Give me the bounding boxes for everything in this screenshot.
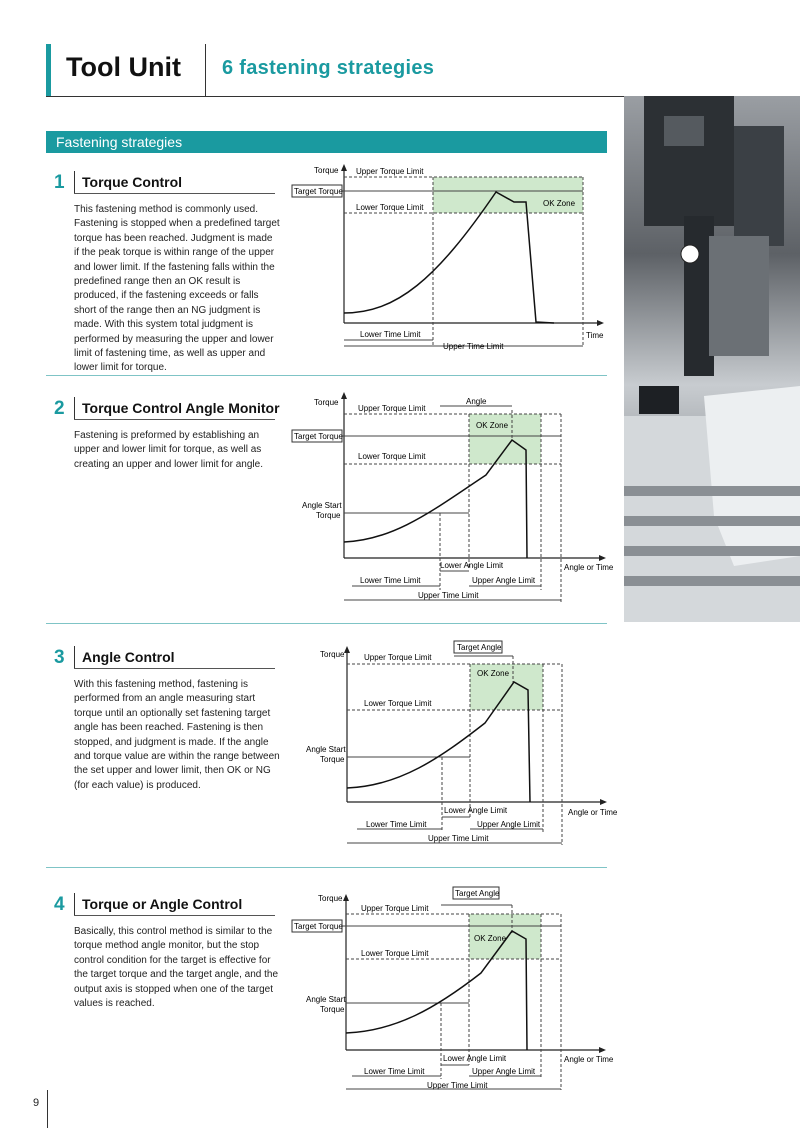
angle-start-torque-label: Angle Start bbox=[306, 745, 346, 754]
upper-torque-limit-label: Upper Torque Limit bbox=[358, 404, 426, 413]
lower-torque-limit-label: Lower Torque Limit bbox=[356, 203, 424, 212]
upper-time-limit-label: Upper Time Limit bbox=[443, 342, 504, 351]
lower-angle-limit-label: Lower Angle Limit bbox=[444, 806, 508, 815]
upper-angle-limit-label: Upper Angle Limit bbox=[472, 576, 536, 585]
page-number-rule bbox=[47, 1090, 48, 1128]
page-subtitle: 6 fastening strategies bbox=[222, 57, 435, 79]
section-title: Torque Control Angle Monitor bbox=[74, 397, 280, 419]
section-body: With this fastening method, fastening is performed from an angle measuring start torque until an optionally set fastening target angle has been reached. Fastening is then stopped, and judgment is made. If the angle and torque value are within the range between the set upper and lower limit, then OK or NG (for each value) is produced. bbox=[74, 679, 280, 791]
axis-angle-or-time-label: Angle or Time bbox=[568, 808, 618, 817]
section-number: 3 bbox=[54, 647, 65, 668]
lower-time-limit-label: Lower Time Limit bbox=[360, 330, 421, 339]
upper-torque-limit-label: Upper Torque Limit bbox=[364, 653, 432, 662]
angle-start-torque-label-2: Torque bbox=[316, 511, 341, 520]
lower-angle-limit-label: Lower Angle Limit bbox=[440, 561, 504, 570]
ok-zone-label: OK Zone bbox=[543, 199, 576, 208]
axis-angle-or-time-label: Angle or Time bbox=[564, 563, 614, 572]
page-title: Tool Unit bbox=[66, 52, 181, 82]
section-title-rule bbox=[74, 419, 275, 420]
section-title: Angle Control bbox=[74, 646, 175, 668]
angle-control-diagram bbox=[300, 638, 620, 848]
section-number: 2 bbox=[54, 398, 65, 419]
torque-or-angle-control-diagram bbox=[286, 883, 616, 1093]
axis-torque-label: Torque bbox=[320, 650, 345, 659]
section-number: 4 bbox=[54, 894, 65, 915]
upper-angle-limit-label: Upper Angle Limit bbox=[477, 820, 541, 829]
section-divider bbox=[46, 867, 607, 868]
axis-angle-or-time-label: Angle or Time bbox=[564, 1055, 614, 1064]
lower-torque-limit-label: Lower Torque Limit bbox=[364, 699, 432, 708]
angle-start-torque-label: Angle Start bbox=[302, 501, 342, 510]
angle-start-torque-label: Angle Start bbox=[306, 995, 346, 1004]
section-title-rule bbox=[74, 915, 275, 916]
lower-time-limit-label: Lower Time Limit bbox=[360, 576, 421, 585]
header-accent-bar bbox=[46, 44, 51, 96]
axis-torque-label: Torque bbox=[318, 894, 343, 903]
ok-zone-label: OK Zone bbox=[476, 421, 509, 430]
angle-start-torque-label-2: Torque bbox=[320, 1005, 345, 1014]
target-angle-label: Target Angle bbox=[455, 889, 500, 898]
upper-time-limit-label: Upper Time Limit bbox=[428, 834, 489, 843]
section-body: Fastening is preformed by establishing an upper and lower limit for torque, as well as creating an upper and lower limit for angle. bbox=[74, 430, 263, 470]
upper-torque-limit-label: Upper Torque Limit bbox=[361, 904, 429, 913]
section-banner: Fastening strategies bbox=[46, 131, 607, 153]
lower-time-limit-label: Lower Time Limit bbox=[364, 1067, 425, 1076]
upper-torque-limit-label: Upper Torque Limit bbox=[356, 167, 424, 176]
lower-torque-limit-label: Lower Torque Limit bbox=[361, 949, 429, 958]
lower-time-limit-label: Lower Time Limit bbox=[366, 820, 427, 829]
section-divider bbox=[46, 623, 607, 624]
section-body: This fastening method is commonly used. Fastening is stopped when a predefined target torque has been reached. Judgment is made if the peak torque is within range of the upper and lower limit. If the fastening falls within the predefined range then an OK result is produced, if the fastening exceeds or falls short of the range then an NG judgment is made. With this system total judgment is performed by measuring the upper and lower limit of fastening time, as well as upper and lower limit for torque. bbox=[74, 204, 280, 374]
section-title: Torque Control bbox=[74, 171, 182, 193]
axis-torque-label: Torque bbox=[314, 398, 339, 407]
axis-time-label: Time bbox=[586, 331, 604, 340]
section-number: 1 bbox=[54, 172, 65, 193]
torque-control-angle-monitor-diagram bbox=[286, 390, 616, 605]
ok-zone-label: OK Zone bbox=[474, 934, 507, 943]
lower-torque-limit-label: Lower Torque Limit bbox=[358, 452, 426, 461]
lower-angle-limit-label: Lower Angle Limit bbox=[443, 1054, 507, 1063]
target-torque-label: Target Torque bbox=[294, 432, 343, 441]
upper-angle-limit-label: Upper Angle Limit bbox=[472, 1067, 536, 1076]
header-rule bbox=[46, 96, 624, 97]
target-angle-label: Target Angle bbox=[457, 643, 502, 652]
tool-unit-photo bbox=[624, 96, 800, 622]
target-torque-label: Target Torque bbox=[294, 922, 343, 931]
axis-torque-label: Torque bbox=[314, 166, 339, 175]
section-title-rule bbox=[74, 668, 275, 669]
section-divider bbox=[46, 375, 607, 376]
page-number: 9 bbox=[33, 1097, 40, 1109]
section-title: Torque or Angle Control bbox=[74, 893, 242, 915]
upper-time-limit-label: Upper Time Limit bbox=[418, 591, 479, 600]
header-separator bbox=[205, 44, 206, 96]
upper-time-limit-label: Upper Time Limit bbox=[427, 1081, 488, 1090]
torque-control-diagram bbox=[286, 160, 610, 355]
angle-label: Angle bbox=[466, 397, 487, 406]
target-torque-label: Target Torque bbox=[294, 187, 343, 196]
section-title-rule bbox=[74, 193, 275, 194]
section-body: Basically, this control method is similar to the torque method angle monitor, but the stop control condition for the target is effective for the target torque and the target angle, and the output axis is stopped when one of the target values is reached. bbox=[74, 926, 279, 1010]
ok-zone-label: OK Zone bbox=[477, 669, 510, 678]
angle-start-torque-label-2: Torque bbox=[320, 755, 345, 764]
